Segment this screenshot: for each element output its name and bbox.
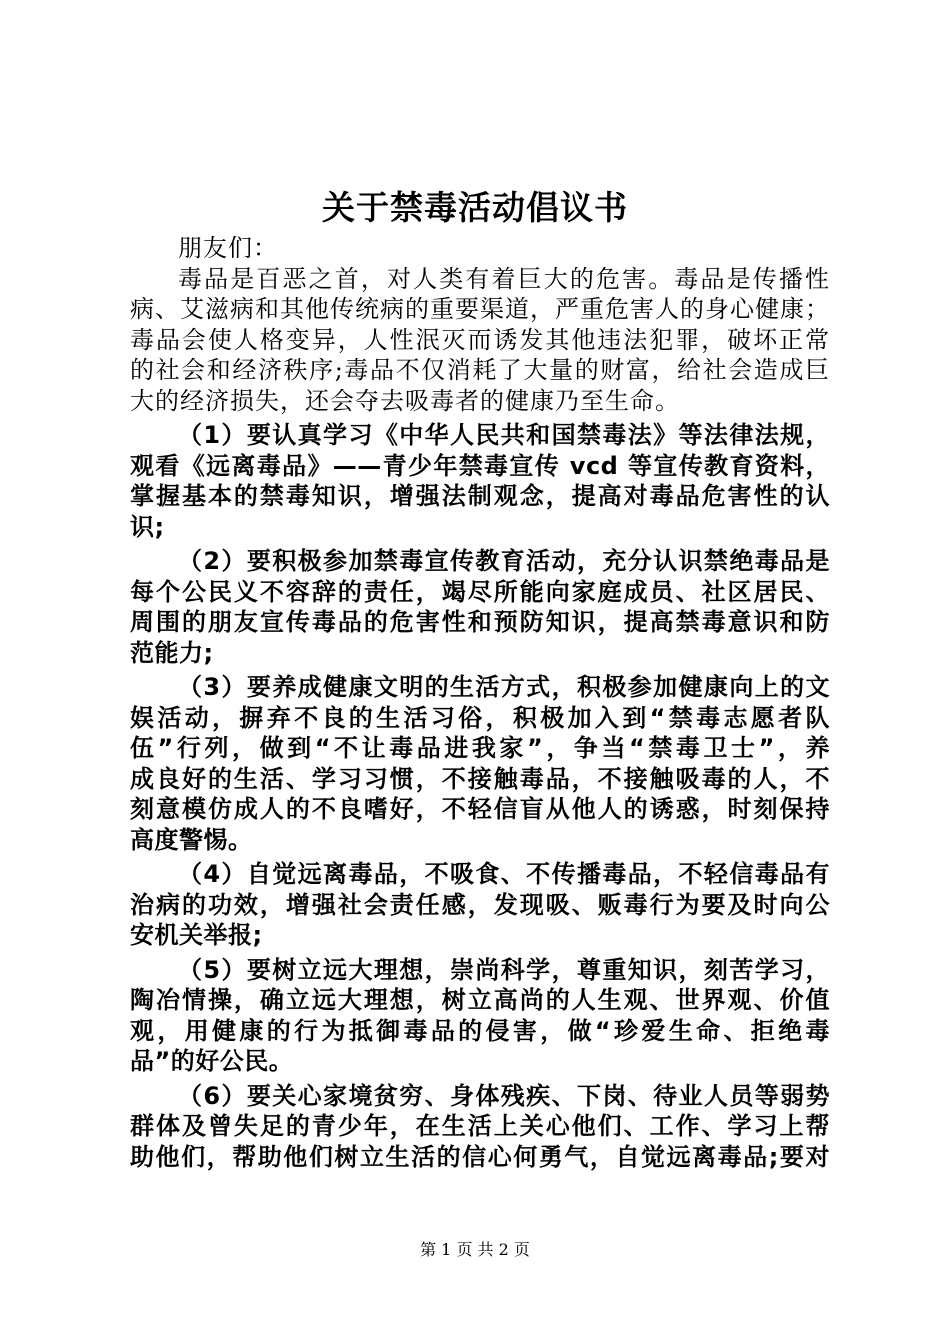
- item-line: 娱活动，摒弃不良的生活习俗，积极加入到“禁毒志愿者队: [130, 703, 830, 732]
- proposal-item-5: [130, 955, 830, 1077]
- proposal-item-4: [130, 859, 830, 951]
- page-footer: 第 1 页 共 2 页: [420, 1240, 530, 1259]
- greeting-and-intro: [130, 233, 830, 416]
- item-line: （2）要积极参加禁毒宣传教育活动，充分认识禁绝毒品是: [178, 547, 830, 575]
- item-line: （3）要养成健康文明的生活方式，积极参加健康向上的文: [178, 673, 830, 701]
- item-line: 识;: [130, 512, 165, 541]
- greeting: 朋友们：: [178, 234, 278, 262]
- item-line: （6）要关心家境贫穷、身体残疾、下岗、待业人员等弱势: [178, 1081, 830, 1110]
- item-line: 周围的朋友宣传毒品的危害性和预防知识，提高禁毒意识和防: [130, 608, 830, 636]
- item-line: 范能力;: [130, 638, 214, 667]
- item-line: 陶冶情操，确立远大理想，树立高尚的人生观、世界观、价值: [130, 986, 830, 1014]
- intro-line: 毒品会使人格变异，人性泯灭而诱发其他违法犯罪，破坏正常: [130, 325, 830, 354]
- proposal-item-2: [130, 546, 830, 668]
- item-line: 群体及曾失足的青少年，在生活上关心他们、工作、学习上帮: [130, 1112, 830, 1140]
- item-line: 成良好的生活、学习习惯，不接触毒品，不接触吸毒的人，不: [130, 764, 830, 793]
- item-line: 掌握基本的禁毒知识，增强法制观念，提高对毒品危害性的认: [130, 482, 830, 510]
- proposal-item-1: [130, 420, 830, 542]
- document-body: [130, 233, 830, 1172]
- proposal-item-3: [130, 672, 830, 855]
- item-line: 观看《远离毒品》——青少年禁毒宣传 vcd 等宣传教育资料，: [130, 451, 830, 480]
- intro-line: 毒品是百恶之首，对人类有着巨大的危害。毒品是传播性: [178, 264, 830, 293]
- item-line: 伍”行列，做到“不让毒品进我家”，争当“禁毒卫士”，养: [130, 734, 830, 762]
- item-line: 每个公民义不容辞的责任，竭尽所能向家庭成员、社区居民、: [130, 577, 830, 606]
- item-line: （5）要树立远大理想，崇尚科学，尊重知识，刻苦学习，: [178, 955, 830, 984]
- item-line: 助他们，帮助他们树立生活的信心何勇气，自觉远离毒品;要对: [130, 1142, 830, 1171]
- item-line: （4）自觉远离毒品，不吸食、不传播毒品，不轻信毒品有: [178, 860, 830, 888]
- intro-line: 大的经济损失，还会夺去吸毒者的健康乃至生命。: [130, 386, 680, 415]
- item-line: 治病的功效，增强社会责任感，发现吸、贩毒行为要及时向公: [130, 890, 830, 919]
- item-line: 刻意模仿成人的不良嗜好，不轻信盲从他人的诱惑，时刻保持: [130, 795, 830, 823]
- item-line: 高度警惕。: [130, 825, 253, 854]
- proposal-item-6: [130, 1081, 830, 1173]
- item-line: （1）要认真学习《中华人民共和国禁毒法》等法律法规，: [178, 421, 830, 449]
- document-title: 关于禁毒活动倡议书: [322, 188, 628, 227]
- item-line: 品”的好公民。: [130, 1047, 294, 1075]
- item-line: 观，用健康的行为抵御毒品的侵害，做“珍爱生命、拒绝毒: [130, 1016, 830, 1045]
- item-line: 安机关举报;: [130, 921, 263, 949]
- intro-line: 病、艾滋病和其他传统病的重要渠道，严重危害人的身心健康；: [130, 295, 830, 323]
- proposal-items: [130, 420, 830, 1172]
- intro-line: 的社会和经济秩序;毒品不仅消耗了大量的财富，给社会造成巨: [130, 356, 830, 384]
